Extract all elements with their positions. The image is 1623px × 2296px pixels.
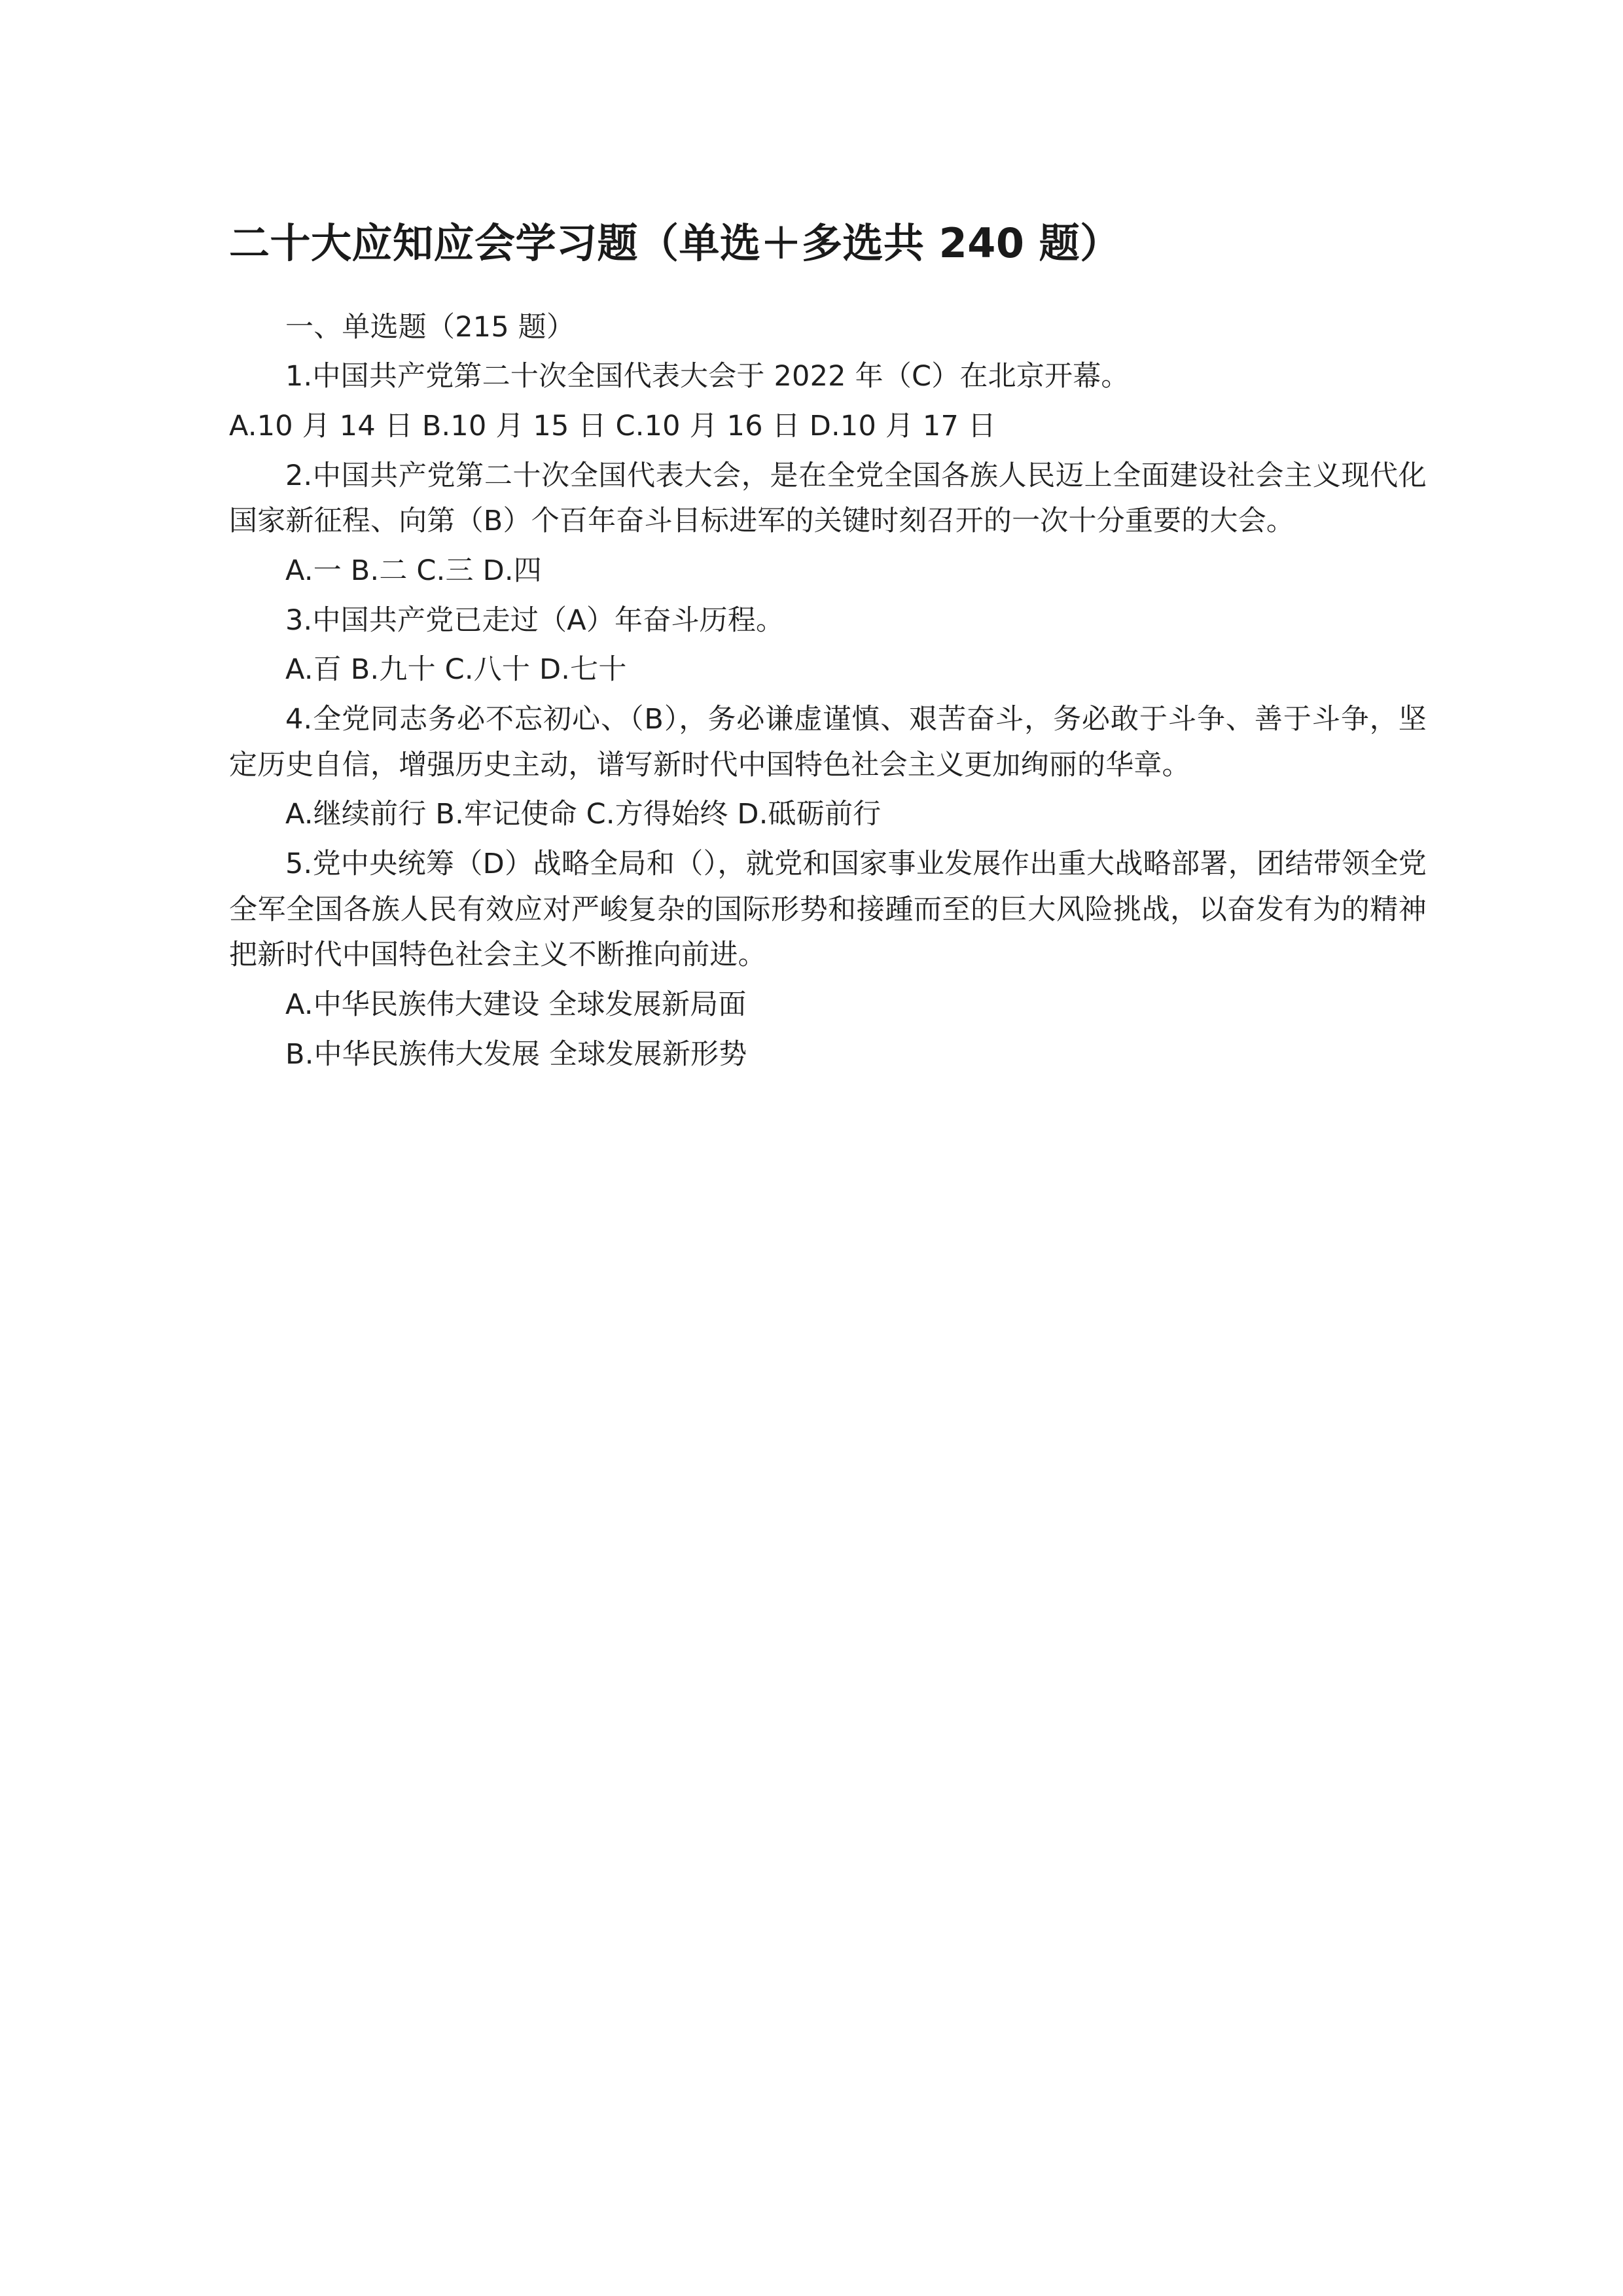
question-4-stem: 4.全党同志务必不忘初心、（B），务必谦虚谨慎、艰苦奋斗，务必敢于斗争、善于斗争，坚定历史自信，增强历史主动，谱写新时代中国特色社会主义更加绚丽的华章。	[229, 702, 1427, 781]
question-2-options: A.一 B.二 C.三 D.四	[285, 554, 542, 587]
document-body	[229, 305, 1427, 1078]
question-1-options: A.10 月 14 日 B.10 月 15 日 C.10 月 16 日 D.10 月 17 日	[229, 410, 997, 442]
section-heading: 一、单选题（215 题）	[285, 310, 575, 344]
question-2-stem: 2.中国共产党第二十次全国代表大会，是在全党全国各族人民迈上全面建设社会主义现代化国家新征程、向第（B）个百年奋斗目标进军的关键时刻召开的一次十分重要的大会。	[229, 459, 1427, 538]
question-5-option-a: A.中华民族伟大建设 全球发展新局面	[285, 988, 747, 1021]
question-3-options: A.百 B.九十 C.八十 D.七十	[285, 653, 627, 687]
question-1-stem: 1.中国共产党第二十次全国代表大会于 2022 年（C）在北京开幕。	[285, 360, 1130, 393]
question-4-options: A.继续前行 B.牢记使命 C.方得始终 D.砥砺前行	[285, 798, 882, 831]
question-3-stem: 3.中国共产党已走过（A）年奋斗历程。	[285, 603, 785, 637]
page-title: 二十大应知应会学习题（单选＋多选共 240 题）	[229, 219, 1121, 267]
question-5-option-b: B.中华民族伟大发展 全球发展新形势	[285, 1037, 747, 1071]
question-5-stem: 5.党中央统筹（D）战略全局和（），就党和国家事业发展作出重大战略部署，团结带领全党全军全国各族人民有效应对严峻复杂的国际形势和接踵而至的巨大风险挑战，以奋发有为的精神把新时代中国特色社会主义不断推向前进。	[229, 847, 1427, 972]
